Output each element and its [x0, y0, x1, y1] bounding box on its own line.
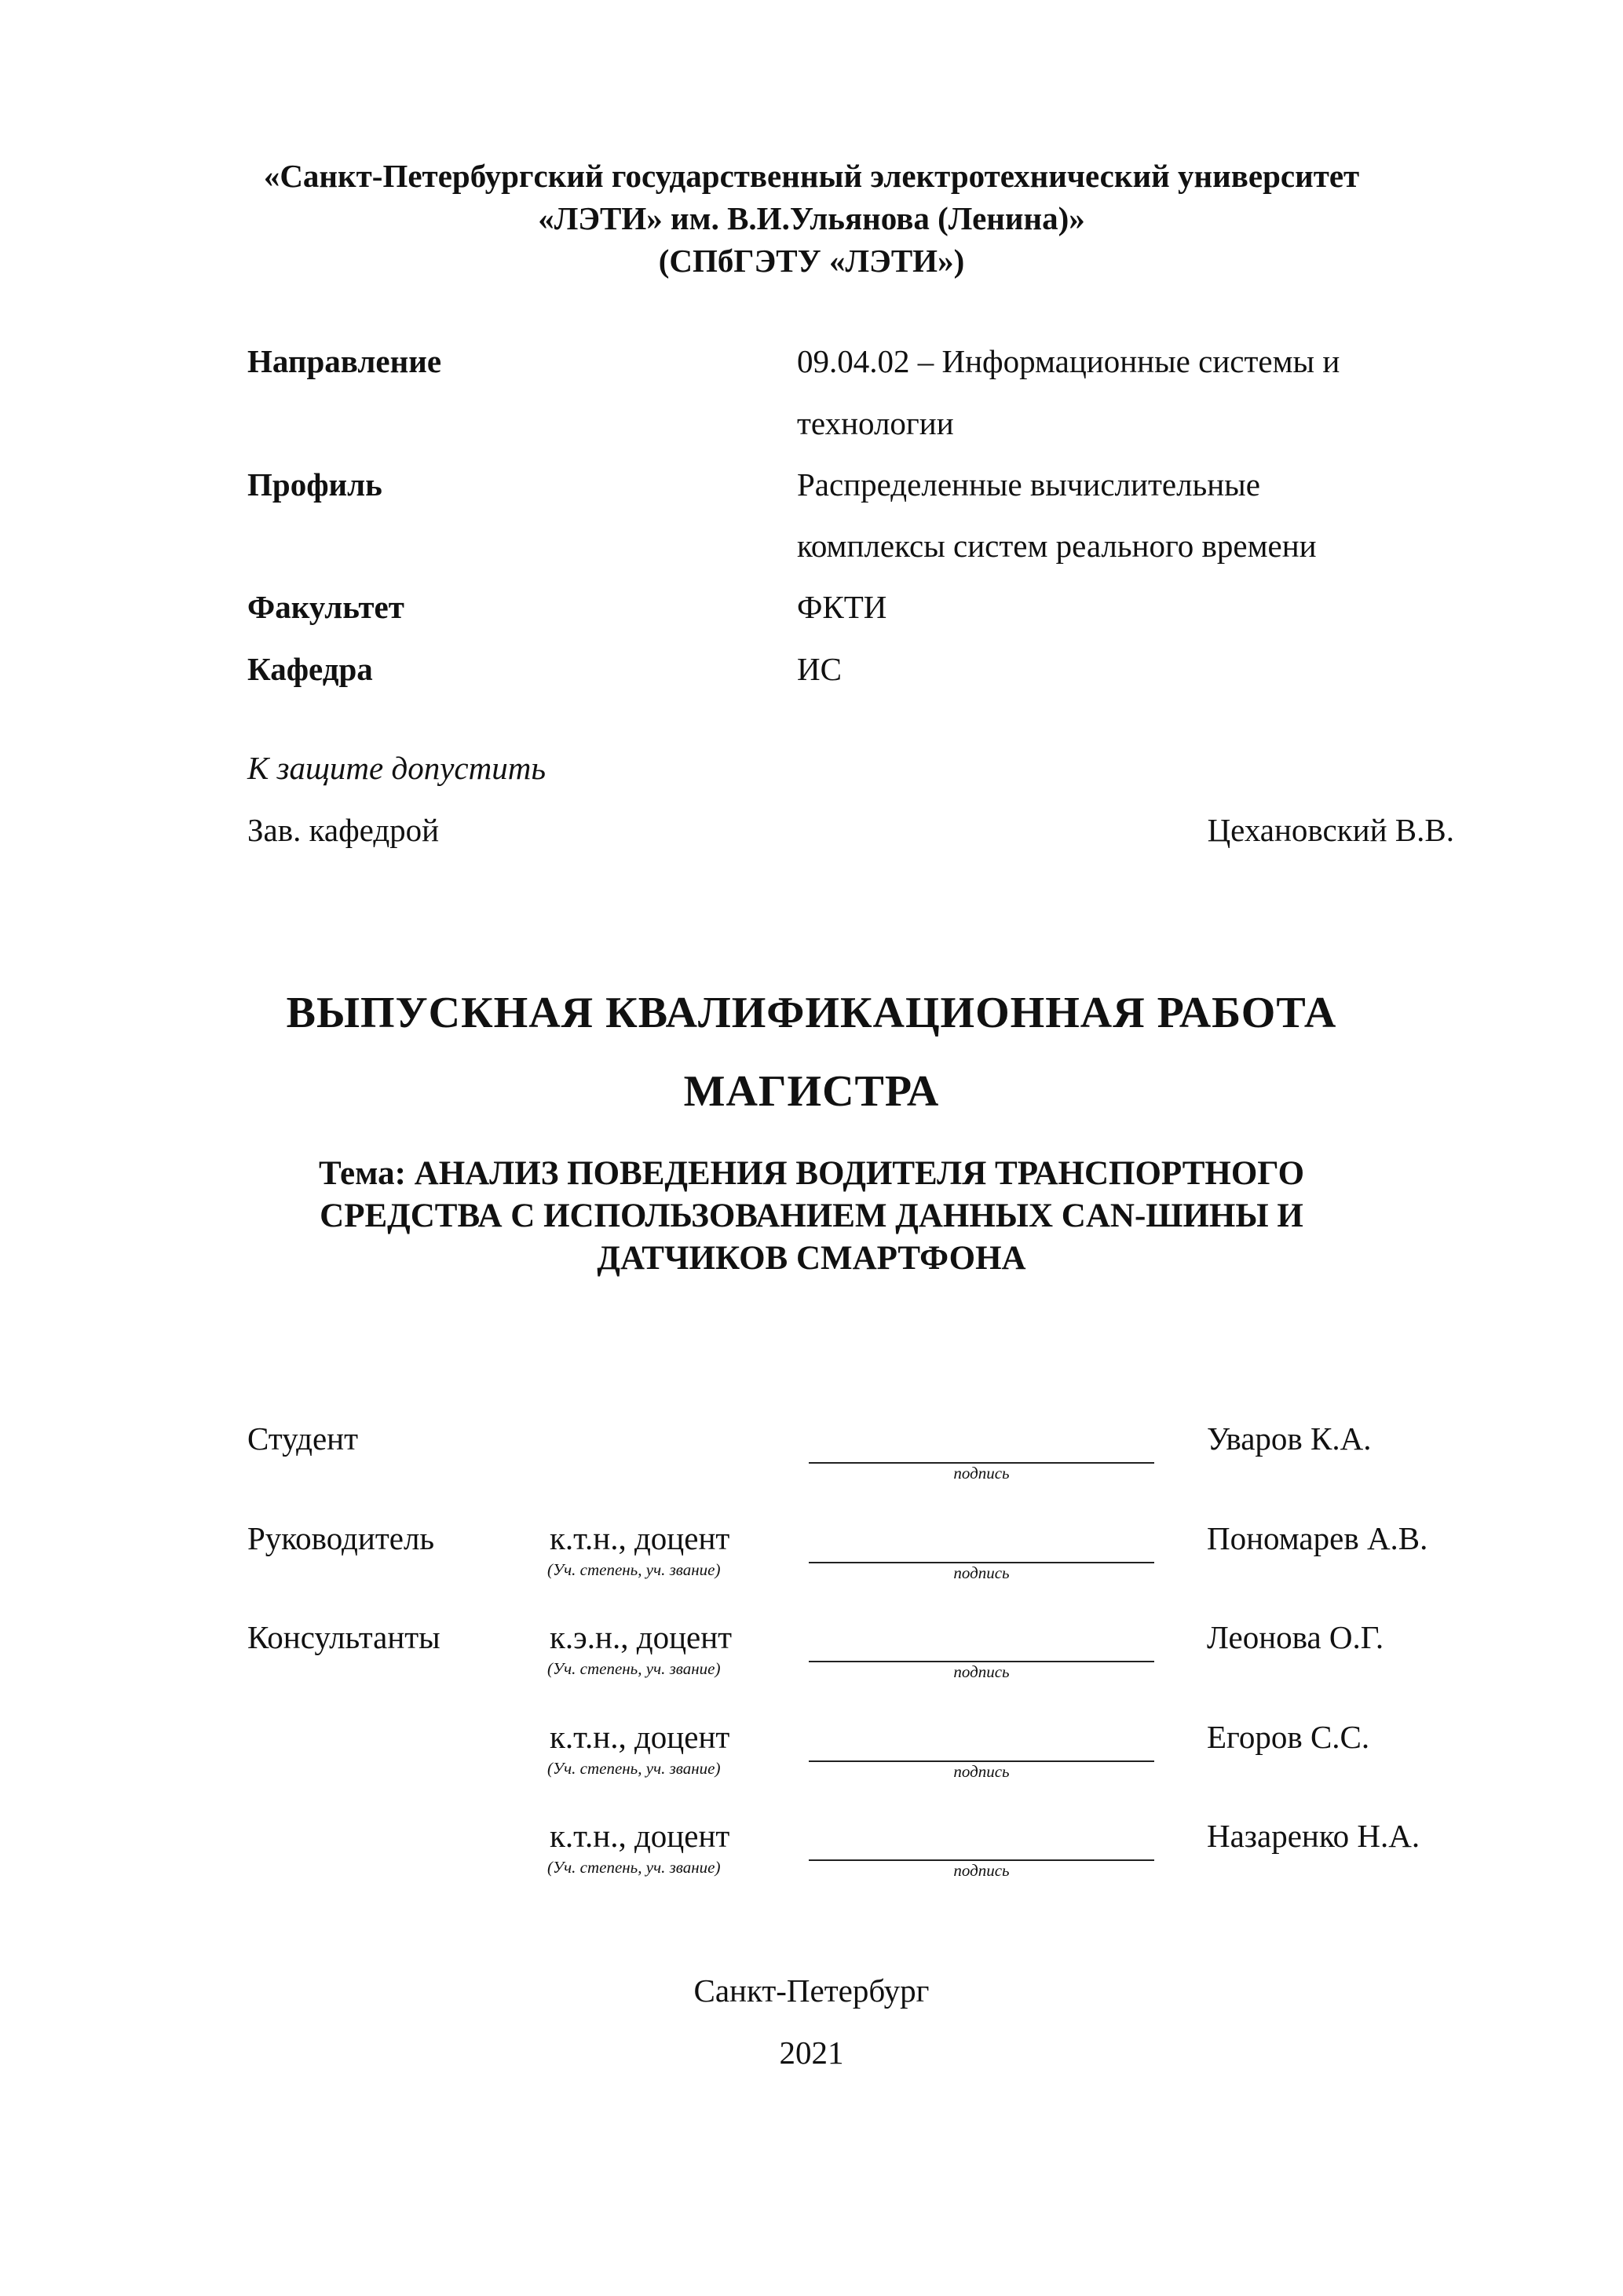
- university-name-line1: «Санкт-Петербургский государственный электротехнический университет: [263, 158, 1360, 194]
- consultant1-name: Леонова О.Г.: [1207, 1619, 1384, 1655]
- supervisor-role-label: Руководитель: [247, 1520, 435, 1556]
- consultant2-signature-caption: подпись: [953, 1762, 1010, 1781]
- consultant2-degree: к.т.н., доцент: [550, 1719, 730, 1755]
- department-value: ИС: [797, 651, 842, 687]
- consultant3-degree-caption: (Уч. степень, уч. звание): [547, 1858, 721, 1877]
- supervisor-degree-caption: (Уч. степень, уч. звание): [547, 1560, 721, 1579]
- direction-label: Направление: [247, 343, 442, 379]
- consultant3-name: Назаренко Н.А.: [1207, 1818, 1420, 1854]
- supervisor-name: Пономарев А.В.: [1207, 1520, 1428, 1556]
- profile-value-line2: комплексы систем реального времени: [797, 528, 1317, 564]
- consultant2-name: Егоров С.С.: [1207, 1719, 1370, 1755]
- consultant1-degree-caption: (Уч. степень, уч. звание): [547, 1659, 721, 1678]
- consultant3-signature-caption: подпись: [953, 1861, 1010, 1880]
- student-role-label: Студент: [247, 1420, 359, 1457]
- consultants-role-label: Консультанты: [247, 1619, 440, 1655]
- faculty-value: ФКТИ: [797, 589, 887, 625]
- thesis-title-line2: МАГИСТРА: [683, 1067, 940, 1116]
- thesis-topic-line3: ДАТЧИКОВ СМАРТФОНА: [597, 1240, 1026, 1277]
- consultant1-signature-caption: подпись: [953, 1662, 1010, 1681]
- direction-value-line2: технологии: [797, 405, 954, 441]
- city: Санкт-Петербург: [693, 1972, 930, 2009]
- direction-value-line1: 09.04.02 – Информационные системы и: [797, 343, 1340, 379]
- head-of-department-label: Зав. кафедрой: [247, 812, 440, 848]
- consultant2-degree-caption: (Уч. степень, уч. звание): [547, 1759, 721, 1778]
- admit-to-defense-text: К защите допустить: [247, 750, 546, 786]
- thesis-topic-line1: Тема: АНАЛИЗ ПОВЕДЕНИЯ ВОДИТЕЛЯ ТРАНСПОРТНОГО: [318, 1155, 1305, 1192]
- thesis-topic-line2: СРЕДСТВА С ИСПОЛЬЗОВАНИЕМ ДАННЫХ CAN-ШИНЫ И: [320, 1197, 1303, 1234]
- university-name-line2: «ЛЭТИ» им. В.И.Ульянова (Ленина)»: [538, 200, 1085, 236]
- student-signature-caption: подпись: [953, 1464, 1010, 1483]
- university-abbreviation: (СПбГЭТУ «ЛЭТИ»): [658, 243, 965, 279]
- consultant1-degree: к.э.н., доцент: [550, 1619, 733, 1655]
- year: 2021: [779, 2035, 844, 2071]
- profile-value-line1: Распределенные вычислительные: [797, 466, 1260, 503]
- profile-label: Профиль: [247, 466, 382, 503]
- student-name: Уваров К.А.: [1207, 1420, 1372, 1457]
- supervisor-degree: к.т.н., доцент: [550, 1520, 730, 1556]
- faculty-label: Факультет: [247, 589, 404, 625]
- head-of-department-name: Цехановский В.В.: [1207, 812, 1454, 848]
- supervisor-signature-caption: подпись: [953, 1563, 1010, 1582]
- thesis-title-line1: ВЫПУСКНАЯ КВАЛИФИКАЦИОННАЯ РАБОТА: [286, 989, 1337, 1037]
- consultant3-degree: к.т.н., доцент: [550, 1818, 730, 1854]
- department-label: Кафедра: [247, 651, 373, 687]
